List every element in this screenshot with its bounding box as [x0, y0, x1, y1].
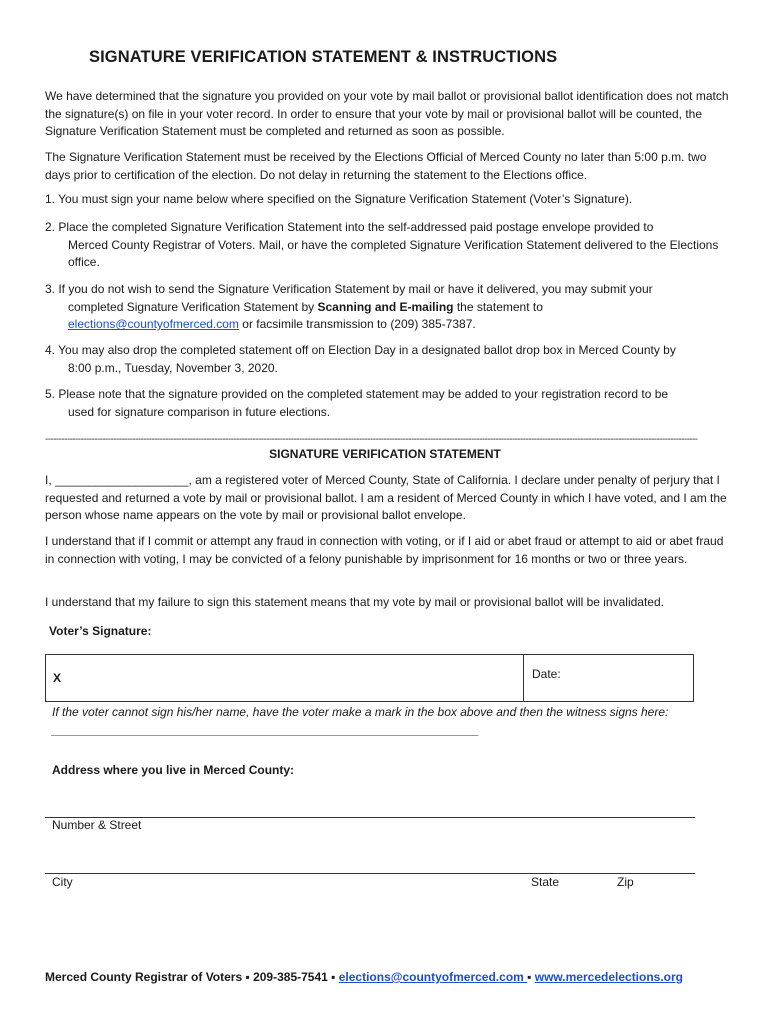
page-title: SIGNATURE VERIFICATION STATEMENT & INSTRUCTIONS	[89, 48, 558, 66]
signature-x-mark: X	[53, 671, 62, 685]
voter-signature-label: Voter’s Signature:	[49, 624, 152, 638]
deadline-paragraph: The Signature Verification Statement must be received by the Elections Official of Merced County no later than 5:00 p.m. two days prior to certification of the election. Do not delay in returning the statement to the Elections office.	[45, 150, 707, 182]
instruction-5-text: 5. Please note that the signature provided on the completed statement may be added to your registration record to be	[45, 387, 669, 401]
address-label: Address where you live in Merced County:	[52, 763, 295, 777]
email-link[interactable]: elections@countyofmerced.com	[68, 317, 239, 332]
instruction-2-continued: Merced County Registrar of Voters. Mail, or have the completed Signature Verification Statement delivered to the Elections office.	[68, 237, 719, 270]
instruction-4-text: 4. You may also drop the completed statement off on Election Day in a designated ballot drop box in Merced County by	[45, 343, 676, 357]
instruction-5-continued: used for signature comparison in future elections.	[68, 404, 331, 419]
street-label: Number & Street	[52, 818, 142, 832]
city-label: City	[52, 875, 73, 889]
signature-box-divider	[523, 655, 524, 701]
instruction-2-text: 2. Place the completed Signature Verification Statement into the self-addressed paid postage envelope provided to	[45, 220, 654, 234]
statement-declaration: I, ____________________, am a registered voter of Merced County, State of California. I declare under penalty of perjury that I requested and returned a vote by mail or provisional ballot. I am a resident of Merced County in which I have voted, and I am the person whose name appears on the vote by mail or provisional ballot envelope.	[45, 473, 727, 523]
footer-website-link[interactable]: www.mercedelections.org	[534, 970, 684, 984]
footer-separator: ▪	[527, 970, 535, 984]
cut-line-divider: -----------------------------------------------------------------------------------------------------------------------------------------------------------------------------------------------------------------------------------------------	[45, 434, 698, 445]
instruction-4	[45, 342, 735, 377]
street-line[interactable]	[45, 817, 695, 818]
intro-paragraph: We have determined that the signature you provided on your vote by mail ballot or provisional ballot identification does not match the signature(s) on file in your voter record. In order to ensure that your vote by mail or provisional ballot will be counted, the Signature Verification Statement must be completed and returned as soon as possible.	[45, 89, 729, 139]
footer-email-link[interactable]: elections@countyofmerced.com	[338, 970, 528, 984]
instruction-3-text: 3. If you do not wish to send the Signature Verification Statement by mail or have it delivered, you may submit your	[45, 282, 653, 296]
instruction-3-part-a: completed Signature Verification Statement by	[68, 299, 318, 314]
statement-fraud-warning: I understand that if I commit or attempt any fraud in connection with voting, or if I aid or abet fraud or attempt to aid or abet fraud in connection with voting, I may be convicted of a felony punishable by imprisonment for 16 months or two or three years.	[45, 534, 724, 566]
city-state-zip-line[interactable]	[45, 873, 695, 874]
statement-heading: SIGNATURE VERIFICATION STATEMENT	[269, 447, 501, 461]
instruction-3-part-c: or facsimile transmission to (209) 385-7387.	[238, 317, 476, 332]
instruction-3-continued	[45, 299, 735, 334]
footer-org: Merced County Registrar of Voters ▪ 209-385-7541 ▪	[45, 970, 339, 984]
scanning-emailing-emphasis: Scanning and E-mailing	[317, 299, 454, 314]
instruction-4-continued: 8:00 p.m., Tuesday, November 3, 2020.	[68, 360, 278, 375]
instruction-3-part-b: the statement to	[453, 299, 543, 314]
footer-contact	[45, 970, 683, 984]
signature-box[interactable]	[45, 654, 694, 702]
instruction-1	[45, 191, 735, 209]
zip-label: Zip	[617, 875, 634, 889]
date-label: Date:	[532, 667, 561, 681]
instruction-5	[45, 386, 735, 421]
state-label: State	[531, 875, 560, 889]
instruction-2	[45, 219, 735, 272]
instruction-3	[45, 281, 735, 334]
statement-invalidation-note: I understand that my failure to sign this statement means that my vote by mail or provisional ballot will be invalidated.	[45, 595, 664, 609]
instruction-1-text: 1. You must sign your name below where specified on the Signature Verification Statement (Voter’s Signature).	[45, 192, 633, 206]
witness-note: If the voter cannot sign his/her name, have the voter make a mark in the box above and then the witness signs here: ________________________________________________________________	[52, 705, 669, 737]
